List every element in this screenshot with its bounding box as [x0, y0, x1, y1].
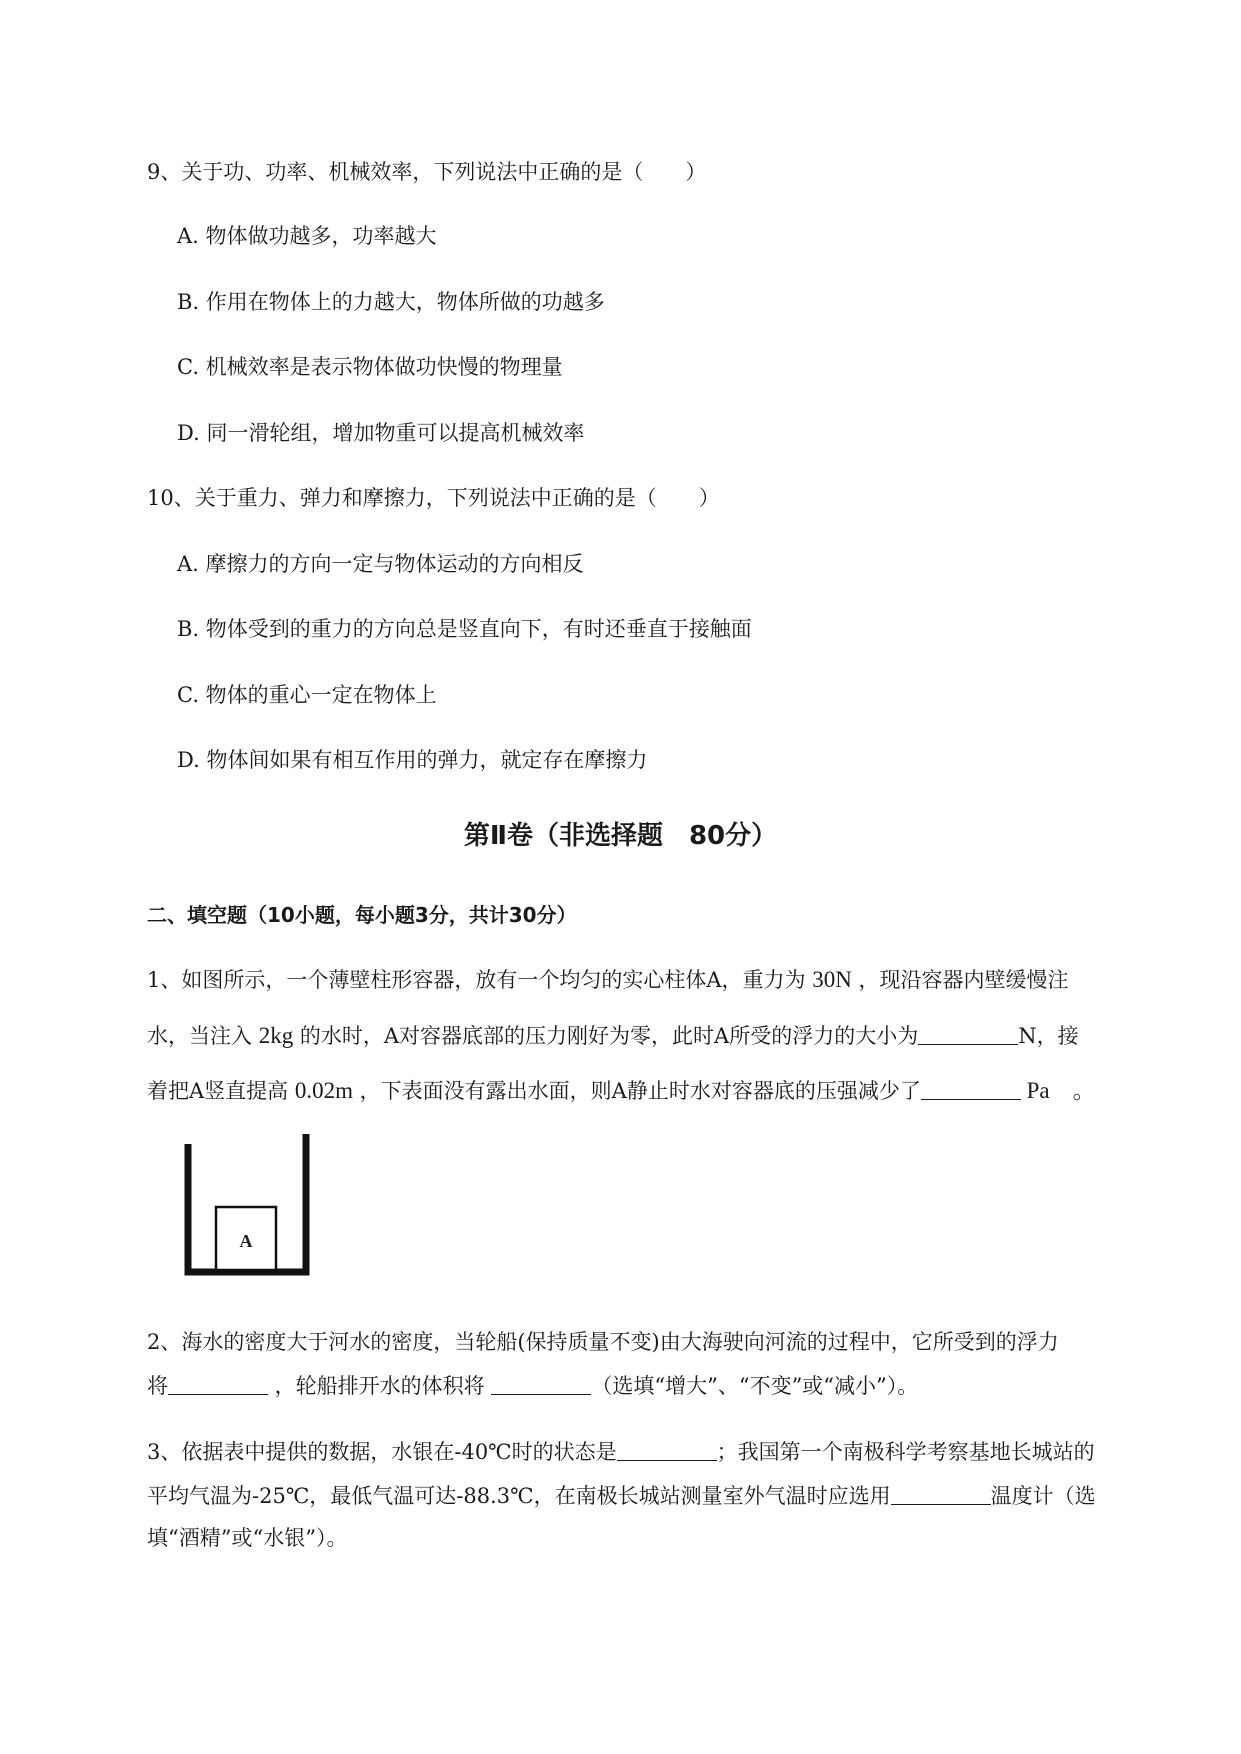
- fill-2-line-1: 2、海水的密度大于河水的密度，当轮船(保持质量不变)由大海驶向河流的过程中，它所受到的浮力: [147, 1330, 1059, 1354]
- fill-2-text: （选填“增大”、“不变”或“减小”）。: [591, 1374, 919, 1398]
- fill-1-line-3: [147, 1079, 1150, 1103]
- fill-1-unit: Pa 。: [1020, 1078, 1096, 1103]
- fill-1-mass-value: 2kg: [258, 1023, 294, 1048]
- block-a-label: A: [239, 1231, 253, 1251]
- fill-2-answer-blank-1[interactable]: [168, 1374, 268, 1395]
- question-10-stem: 10、关于重力、弹力和摩擦力，下列说法中正确的是（ ）: [147, 486, 720, 510]
- fill-1-text: 水，当注入: [147, 1024, 259, 1048]
- fill-1-line-1: [147, 968, 1150, 992]
- fill-3-text: 平均气温为-25℃，最低气温可达-88.3℃，在南极长城站测量室外气温时应选用: [147, 1484, 891, 1508]
- fill-1-text: 1、如图所示，一个薄壁柱形容器，放有一个均匀的实心柱体A，重力为: [147, 968, 813, 992]
- fill-2-text: 将: [147, 1374, 168, 1398]
- fill-2-answer-blank-2[interactable]: [491, 1374, 591, 1395]
- fill-1-text: ，下表面没有露出水面，则A静止时水对容器底的压强减少了: [352, 1079, 921, 1103]
- question-10-option-c: C. 物体的重心一定在物体上: [177, 683, 437, 707]
- fill-1-answer-blank-1[interactable]: [918, 1024, 1018, 1045]
- fill-3-line-1: [147, 1440, 1150, 1464]
- fill-3-text: 3、依据表中提供的数据，水银在-40℃时的状态是: [147, 1440, 617, 1464]
- question-9-option-d: D. 同一滑轮组，增加物重可以提高机械效率: [177, 421, 585, 445]
- fill-3-text: 温度计（选: [990, 1484, 1096, 1508]
- fill-1-text: N，接: [1018, 1024, 1079, 1048]
- fill-3-text: ；我国第一个南极科学考察基地长城站的: [716, 1440, 1095, 1464]
- question-9-option-a: A. 物体做功越多，功率越大: [177, 224, 437, 248]
- fill-1-height-value: 0.02m: [294, 1078, 353, 1103]
- fill-1-text: 的水时，A对容器底部的压力刚好为零，此时A所受的浮力的大小为: [293, 1024, 919, 1048]
- part-two-heading: 二、填空题（10小题，每小题3分，共计30分）: [147, 903, 577, 927]
- container-diagram: [180, 1132, 320, 1282]
- fill-3-answer-blank-2[interactable]: [891, 1484, 991, 1505]
- fill-3-line-3: 填“酒精”或“水银”）。: [147, 1526, 348, 1550]
- fill-1-text: 着把A竖直提高: [147, 1079, 295, 1103]
- question-10-option-a: A. 摩擦力的方向一定与物体运动的方向相反: [177, 552, 584, 576]
- fill-2-text: ，轮船排开水的体积将: [268, 1374, 492, 1398]
- fill-3-answer-blank-1[interactable]: [617, 1440, 717, 1461]
- question-10-option-d: D. 物体间如果有相互作用的弹力，就定存在摩擦力: [177, 748, 648, 772]
- fill-1-text: ，现沿容器内壁缓慢注: [851, 968, 1069, 992]
- section-title: 第Ⅱ卷（非选择题 80分）: [463, 821, 778, 851]
- question-9-option-c: C. 机械效率是表示物体做功快慢的物理量: [177, 355, 563, 379]
- fill-1-weight-value: 30N: [812, 967, 852, 992]
- question-9-stem: 9、关于功、功率、机械效率，下列说法中正确的是（ ）: [147, 160, 707, 184]
- fill-1-answer-blank-2[interactable]: [921, 1079, 1021, 1100]
- fill-1-line-2: [147, 1024, 1150, 1048]
- fill-2-line-2: [147, 1374, 1150, 1398]
- fill-3-line-2: [147, 1484, 1150, 1508]
- question-10-option-b: B. 物体受到的重力的方向总是竖直向下，有时还垂直于接触面: [177, 617, 752, 641]
- question-9-option-b: B. 作用在物体上的力越大，物体所做的功越多: [177, 290, 605, 314]
- container-figure: [180, 1132, 320, 1282]
